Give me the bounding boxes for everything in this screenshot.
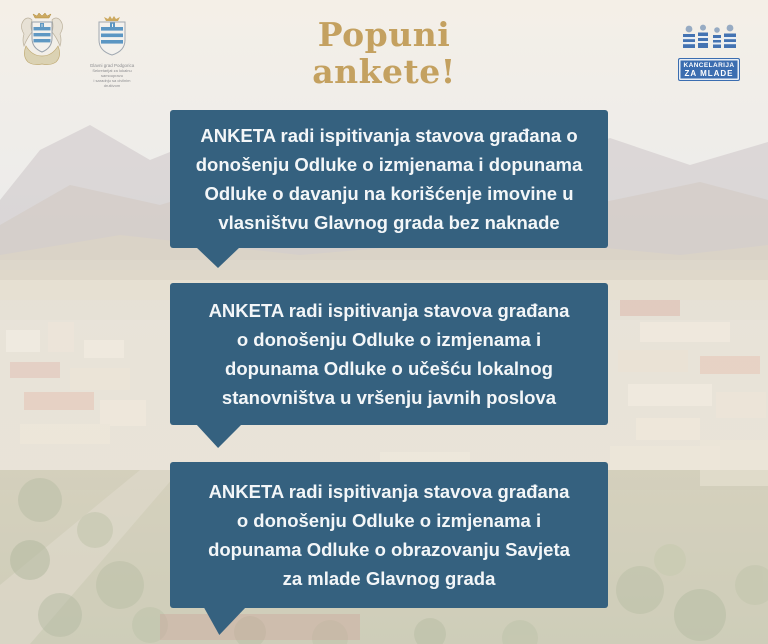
city-shield-caption (88, 63, 136, 88)
bubble-text-line: dopunama Odluke o učešću lokalnog (225, 358, 553, 379)
bubble-text-line: za mlade Glavnog grada (282, 568, 496, 589)
bubble-text-line: ANKETA radi ispitivanja stavova građana o (200, 125, 578, 146)
bubble-text-line: ANKETA radi ispitivanja stavova građana (208, 481, 570, 502)
youth-office-logo-line1: KANCELARIJA (683, 62, 735, 69)
survey-bubble-2 (170, 283, 608, 425)
youth-figures-icon (680, 24, 738, 52)
bubble-text-line: stanovništva u vršenju javnih poslova (221, 387, 557, 408)
youth-office-logo (678, 24, 740, 81)
poster-title-line1: Popuni (317, 15, 451, 54)
survey-bubble-1 (170, 110, 608, 248)
bubble-text-line: dopunama Odluke o obrazovanju Savjeta (208, 539, 570, 560)
youth-office-logo-box (678, 58, 740, 81)
bubble-text-line: Odluke o davanju na korišćenje imovine u (204, 183, 574, 204)
podgorica-coat-of-arms-logo (18, 12, 66, 70)
caption-line: Glavni grad Podgorica (89, 63, 135, 68)
bubble-text-line: o donošenju Odluke o izmjenama i (236, 510, 542, 531)
poster-title (274, 16, 494, 90)
city-shield-icon (95, 14, 129, 56)
bubble-text-line: donošenju Odluke o izmjenama i dopunama (195, 154, 583, 175)
poster-title-line2: ankete! (312, 52, 456, 91)
caption-line: Sekretarijat za lokalnu samoupravu (92, 68, 132, 78)
city-shield-logo (88, 14, 136, 88)
survey-bubble-3 (170, 462, 608, 608)
bubble-text-line: vlasništvu Glavnog grada bez naknade (218, 212, 560, 233)
caption-line: i saradnju sa civilnim društvom (93, 78, 131, 88)
bubble-text-line: o donošenju Odluke o izmjenama i (236, 329, 542, 350)
youth-office-logo-line2: ZA MLADE (684, 69, 734, 78)
bubble-text-line: ANKETA radi ispitivanja stavova građana (208, 300, 570, 321)
